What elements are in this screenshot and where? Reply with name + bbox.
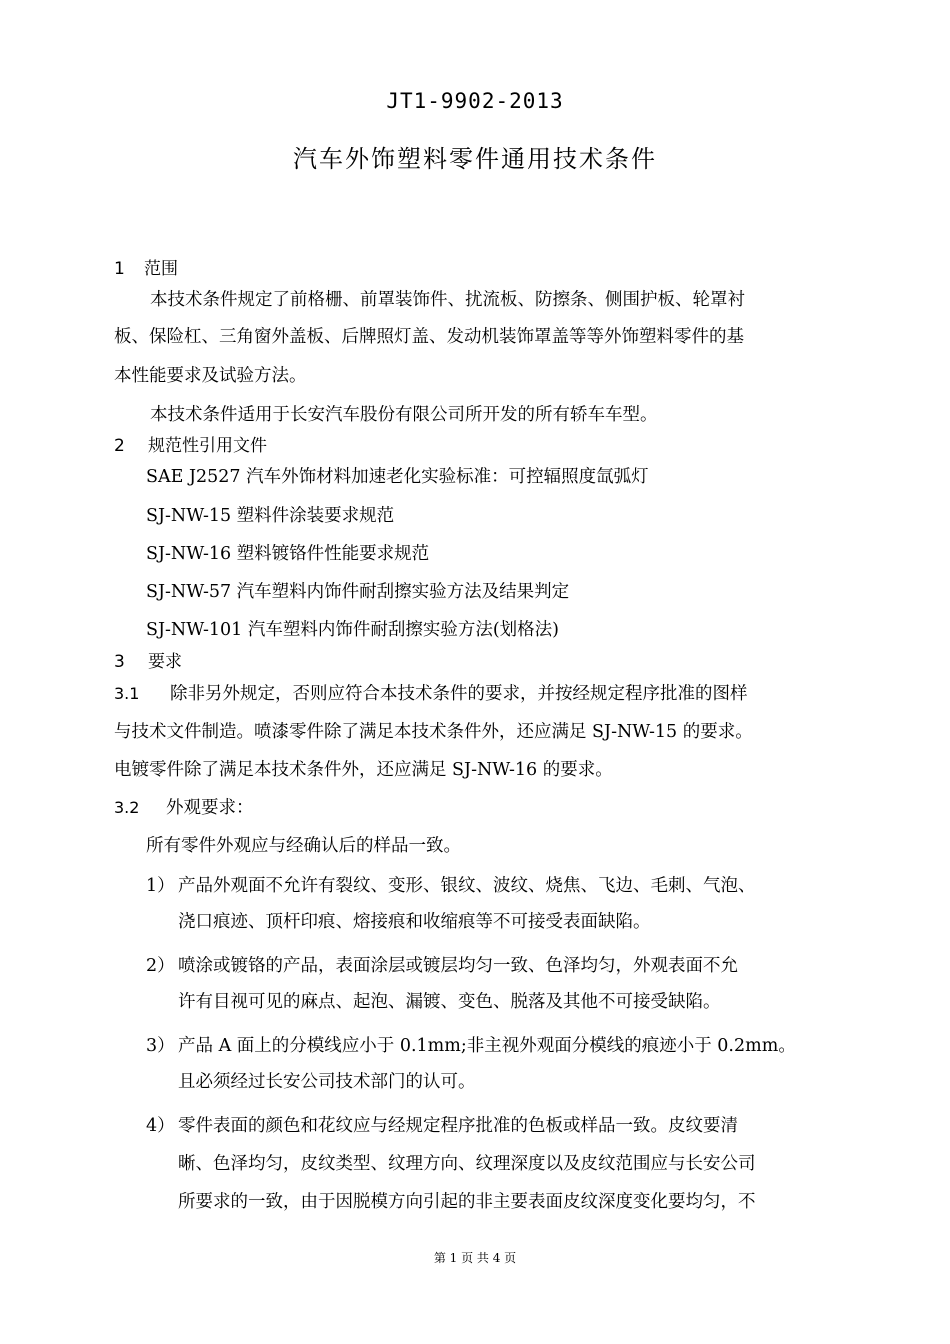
document-code: JT1-9902-2013 bbox=[386, 89, 564, 113]
list-marker: 3） bbox=[146, 1036, 175, 1056]
list-item-2-line1 bbox=[146, 954, 738, 978]
list-text: 喷涂或镀铬的产品，表面涂层或镀层均匀一致、色泽均匀，外观表面不允 bbox=[178, 956, 738, 976]
clause-3-1-line2: 与技术文件制造。喷漆零件除了满足本技术条件外，还应满足 SJ-NW-15 的要求。 bbox=[114, 722, 753, 742]
clause-number: 3.2 bbox=[114, 798, 140, 817]
list-item-3-line2: 且必须经过长安公司技术部门的认可。 bbox=[178, 1072, 476, 1092]
clause-3-2-intro: 所有零件外观应与经确认后的样品一致。 bbox=[146, 836, 461, 856]
list-text: 零件表面的颜色和花纹应与经规定程序批准的色板或样品一致。皮纹要清 bbox=[178, 1116, 738, 1136]
clause-3-1-line1 bbox=[114, 682, 748, 706]
reference-item: SAE J2527 汽车外饰材料加速老化实验标准：可控辐照度氙弧灯 bbox=[146, 467, 649, 487]
reference-item: SJ-NW-57 汽车塑料内饰件耐刮擦实验方法及结果判定 bbox=[146, 582, 570, 602]
list-item-3-line1 bbox=[146, 1034, 796, 1058]
reference-item: SJ-NW-15 塑料件涂装要求规范 bbox=[146, 506, 395, 526]
section-1-heading bbox=[114, 257, 178, 281]
list-item-2-line2: 许有目视可见的麻点、起泡、漏镀、变色、脱落及其他不可接受缺陷。 bbox=[178, 992, 721, 1012]
clause-text: 除非另外规定，否则应符合本技术条件的要求，并按经规定程序批准的图样 bbox=[170, 684, 748, 704]
list-marker: 2） bbox=[146, 956, 175, 976]
list-text: 产品 A 面上的分模线应小于 0.1mm;非主视外观面分模线的痕迹小于 0.2mm。 bbox=[178, 1036, 796, 1056]
section-number: 1 bbox=[114, 259, 125, 279]
list-item-1-line2: 浇口痕迹、顶杆印痕、熔接痕和收缩痕等不可接受表面缺陷。 bbox=[178, 912, 651, 932]
reference-item: SJ-NW-101 汽车塑料内饰件耐刮擦实验方法(划格法) bbox=[146, 620, 559, 640]
page-footer: 第 1 页 共 4 页 bbox=[433, 1251, 517, 1265]
list-marker: 1） bbox=[146, 876, 175, 896]
clause-3-1-line3: 电镀零件除了满足本技术条件外，还应满足 SJ-NW-16 的要求。 bbox=[114, 760, 613, 780]
section-number: 2 bbox=[114, 436, 125, 456]
scope-para1-line1: 本技术条件规定了前格栅、前罩装饰件、扰流板、防擦条、侧围护板、轮罩衬 bbox=[150, 290, 745, 310]
section-2-heading bbox=[114, 434, 267, 458]
clause-title: 外观要求： bbox=[166, 798, 254, 818]
section-3-heading bbox=[114, 650, 182, 674]
scope-para1-line3: 本性能要求及试验方法。 bbox=[114, 366, 307, 386]
clause-number: 3.1 bbox=[114, 684, 140, 703]
section-title: 范围 bbox=[144, 259, 178, 279]
section-title: 要求 bbox=[148, 652, 182, 672]
list-item-4-line3: 所要求的一致，由于因脱模方向引起的非主要表面皮纹深度变化要均匀，不 bbox=[178, 1192, 756, 1212]
document-title: 汽车外饰塑料零件通用技术条件 bbox=[293, 145, 657, 173]
section-number: 3 bbox=[114, 652, 125, 672]
section-title: 规范性引用文件 bbox=[148, 436, 267, 456]
list-item-4-line2: 晰、色泽均匀，皮纹类型、纹理方向、纹理深度以及皮纹范围应与长安公司 bbox=[178, 1154, 756, 1174]
list-marker: 4） bbox=[146, 1116, 175, 1136]
list-text: 产品外观面不允许有裂纹、变形、银纹、波纹、烧焦、飞边、毛刺、气泡、 bbox=[178, 876, 756, 896]
scope-para1-line2: 板、保险杠、三角窗外盖板、后牌照灯盖、发动机装饰罩盖等等外饰塑料零件的基 bbox=[114, 327, 744, 347]
list-item-4-line1 bbox=[146, 1114, 738, 1138]
reference-item: SJ-NW-16 塑料镀铬件性能要求规范 bbox=[146, 544, 430, 564]
list-item-1-line1 bbox=[146, 874, 756, 898]
scope-para2: 本技术条件适用于长安汽车股份有限公司所开发的所有轿车车型。 bbox=[150, 405, 658, 425]
clause-3-2-heading bbox=[114, 796, 254, 820]
